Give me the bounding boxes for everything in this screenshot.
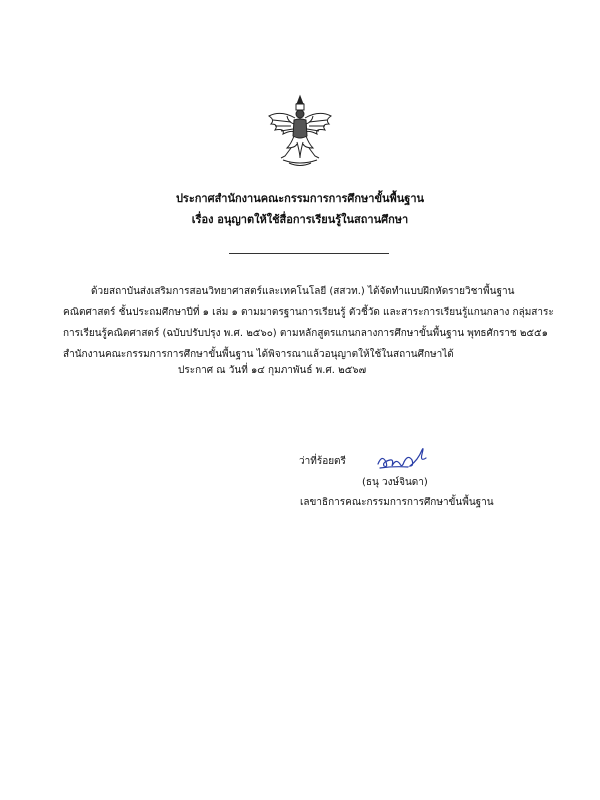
signer-rank: ว่าที่ร้อยตรี [299, 456, 346, 467]
handwritten-signature [374, 444, 434, 474]
issue-date: ประกาศ ณ วันที่ ๑๔ กุมภาพันธ์ พ.ศ. ๒๕๖๗ [178, 365, 367, 376]
announcement-title: ประกาศสำนักงานคณะกรรมการการศึกษาขั้นพื้นฐาน [175, 192, 425, 205]
signer-name: (ธนุ วงษ์จินดา) [362, 477, 428, 488]
garuda-emblem-icon [261, 92, 339, 170]
body-paragraph-line: ด้วยสถาบันส่งเสริมการสอนวิทยาศาสตร์และเทคโนโลยี (สสวท.) ได้จัดทำแบบฝึกหัดรายวิชาพื้นฐาน [91, 286, 515, 297]
body-paragraph-line: สำนักงานคณะกรรมการการศึกษาขั้นพื้นฐาน ได้พิจารณาแล้วอนุญาตให้ใช้ในสถานศึกษาได้ [63, 349, 454, 360]
signer-position: เลขาธิการคณะกรรมการการศึกษาขั้นพื้นฐาน [300, 497, 494, 508]
title-divider [229, 253, 389, 254]
body-paragraph-line: การเรียนรู้คณิตศาสตร์ (ฉบับปรับปรุง พ.ศ. ๒๕๖๐) ตามหลักสูตรแกนกลางการศึกษาขั้นพื้นฐาน พุทธศักราช ๒๕๕๑ [63, 328, 548, 339]
body-paragraph-line: คณิตศาสตร์ ชั้นประถมศึกษาปีที่ ๑ เล่ม ๑ ตามมาตรฐานการเรียนรู้ ตัวชี้วัด และสาระการเรียนรู้แกนกลาง กลุ่มสาระ [63, 307, 554, 318]
announcement-subject: เรื่อง อนุญาตให้ใช้สื่อการเรียนรู้ในสถานศึกษา [191, 213, 409, 226]
